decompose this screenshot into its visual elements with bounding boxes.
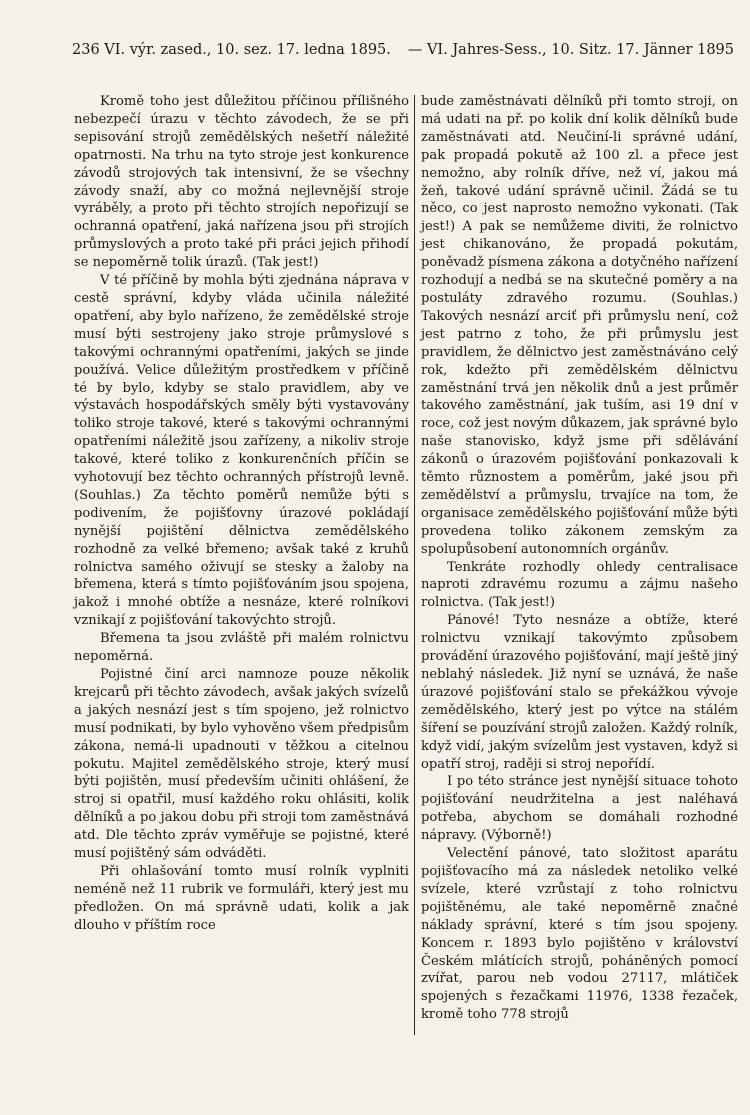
paragraph: bude zaměstnávati dělníků při tomto stroji, on má udati na př. po kolik dní kolik dělníků bude zaměstnávati atd. Neučiní-li správné udání, pak propadá pokutě až 100 zl. a přece jest nemožno, aby rolník dříve, než ví, jakou má žeň, takové udání správně učinil. Žádá se tu něco, co jest naprosto nemožno vykonati. (Tak jest!) A pak se nemůžeme diviti, že rolnictvo jest chikanováno, že propadá pokutám, poněvadž písmena zákona a dotyčného nařízení rozhodují a nedbá se na skutečné poměry a na postuláty zdravého rozumu. (Souhlas.) Takových nesnází arciť při průmyslu není, což jest patrno z toho, že při průmyslu jest pravidlem, že dělnictvo jest zaměstnáváno celý rok, kdežto při zemědělském dělnictvu zaměstnání trvá jen několik dnů a jest průměr takového zaměstnání, jak tuším, asi 19 dní v roce, což jest novým důkazem, jak správné bylo naše stanovisko, když jsme při sdělávání zákonů o úrazovém pojišťování ponkazovali k těmto různostem a poměrům, jaké jsou při zemědělství a průmyslu, trvajíce na tom, že organisace zemědělského pojišťování může býti provedena toliko zákonem zemským za spolupůsobení autonomních orgánův. [421, 94, 738, 557]
paragraph: Tenkráte rozhodly ohledy centralisace naproti zdravému rozumu a zájmu našeho rolnictva. (Tak jest!) [421, 559, 738, 611]
paragraph: I po této stránce jest nynější situace tohoto pojišťování neudržitelna a jest naléhavá potřeba, abychom se domáhali rozhodné nápravy. (Výborně!) [421, 774, 738, 844]
paragraph: Kromě toho jest důležitou příčinou přílišného nebezpečí úrazu v těchto závodech, že se při sepisování strojů zemědělských nešetří náležité opatrnosti. Na trhu na tyto stroje jest konkurence závodů strojových tak intensivní, že se všechny závody snaží, aby co možná nejlevnější stroje vyráběly, a proto při těchto strojích nepořizují se ochranná opatření, jaká nařízena jsou při strojích průmyslových a proto také při práci jejich přihodí se nepoměrně tolik úrazů. (Tak jest!) [74, 94, 409, 271]
header-right: — VI. Jahres-Sess., 10. Sitz. 17. Jänner 1895 [407, 42, 734, 58]
paragraph: Břemena ta jsou zvláště při malém rolnictvu nepoměrná. [74, 631, 409, 665]
left-column [74, 93, 409, 935]
right-column [421, 93, 738, 1024]
paragraph: Velectění pánové, tato složitost aparátu pojišťovacího má za následek netoliko velké svízele, které vzrůstají z toho rolnictvu pojištěnému, ale také nepoměrně značné náklady správní, které s tím jsou spojeny. Koncem r. 1893 bylo pojištěno v království Českém mlátících strojů, poháněných pomocí zvířat, parou neb vodou 27117, mlátiček spojených s řezačkami 11976, 1338 řezaček, kromě toho 778 strojů [421, 846, 738, 1023]
paragraph: Pojistné činí arci namnoze pouze několik krejcarů při těchto závodech, avšak jakých svízelů a jakých nesnází jest s tím spojeno, jež rolnictvo musí podnikati, by bylo vyhověno všem předpisům zákona, nemá-li upadnouti v těžkou a citelnou pokutu. Majitel zemědělského stroje, který musí býti pojištěn, musí především učiniti ohlášení, že stroj si opatřil, musí každého roku ohlásiti, kolik dělníků a po jakou dobu při stroji tom zaměstnává atd. Dle těchto zpráv vyměřuje se pojistné, které musí pojištěný sám odváděti. [74, 667, 409, 862]
column-divider [414, 95, 415, 1035]
paragraph: Při ohlašování tomto musí rolník vyplniti neméně než 11 rubrik ve formuláři, který jest mu předložen. On má správně udati, kolik a jak dlouho v příštím roce [74, 863, 409, 933]
page-header [72, 42, 734, 64]
paragraph: Pánové! Tyto nesnáze a obtíže, které rolnictvu vznikají takovýmto způsobem provádění úrazového pojišťování, mají ještě jiný neblahý následek. Již nyní se uznává, že naše úrazové pojišťování stalo se překážkou vývoje zemědělského, který jest po výtce na stálém šíření se pouzívání strojů založen. Každý rolník, když vidí, jakým svízelům jest vystaven, když si opatří stroj, raději si stroj nepořídí. [421, 613, 738, 772]
header-left: 236 VI. výr. zased., 10. sez. 17. ledna 1895. [72, 42, 391, 58]
paragraph: V té příčině by mohla býti zjednána náprava v cestě správní, kdyby vláda učinila náležité opatření, aby bylo nařízeno, že zemědělské stroje musí býti sestrojeny jako stroje průmyslové s takovými ochrannými opatřeními, jakých se jinde používá. Velice důležitým prostředkem v příčině té by bylo, kdyby se stalo pravidlem, aby ve výstavách hospodářských směly býti vystavovány toliko stroje takové, které s takovými ochrannými opatřeními náležitě jsou zařízeny, a nikoliv stroje takové, které toliko z konkurenčních příčin se vyhotovují bez těchto ochranných přístrojů levně. (Souhlas.) Za těchto poměrů nemůže býti s podivením, že pojišťovny úrazové pokládají nynější pojištění dělnictva zemědělského rozhodně za velké břemeno; avšak také z kruhů rolnictva samého oživují se stesky a žaloby na břemena, která s tímto pojišťováním jsou spojena, jakož i mnohé obtíže a nesnáze, které rolníkovi vznikají z pojišťování takovýchto strojů. [74, 273, 409, 629]
